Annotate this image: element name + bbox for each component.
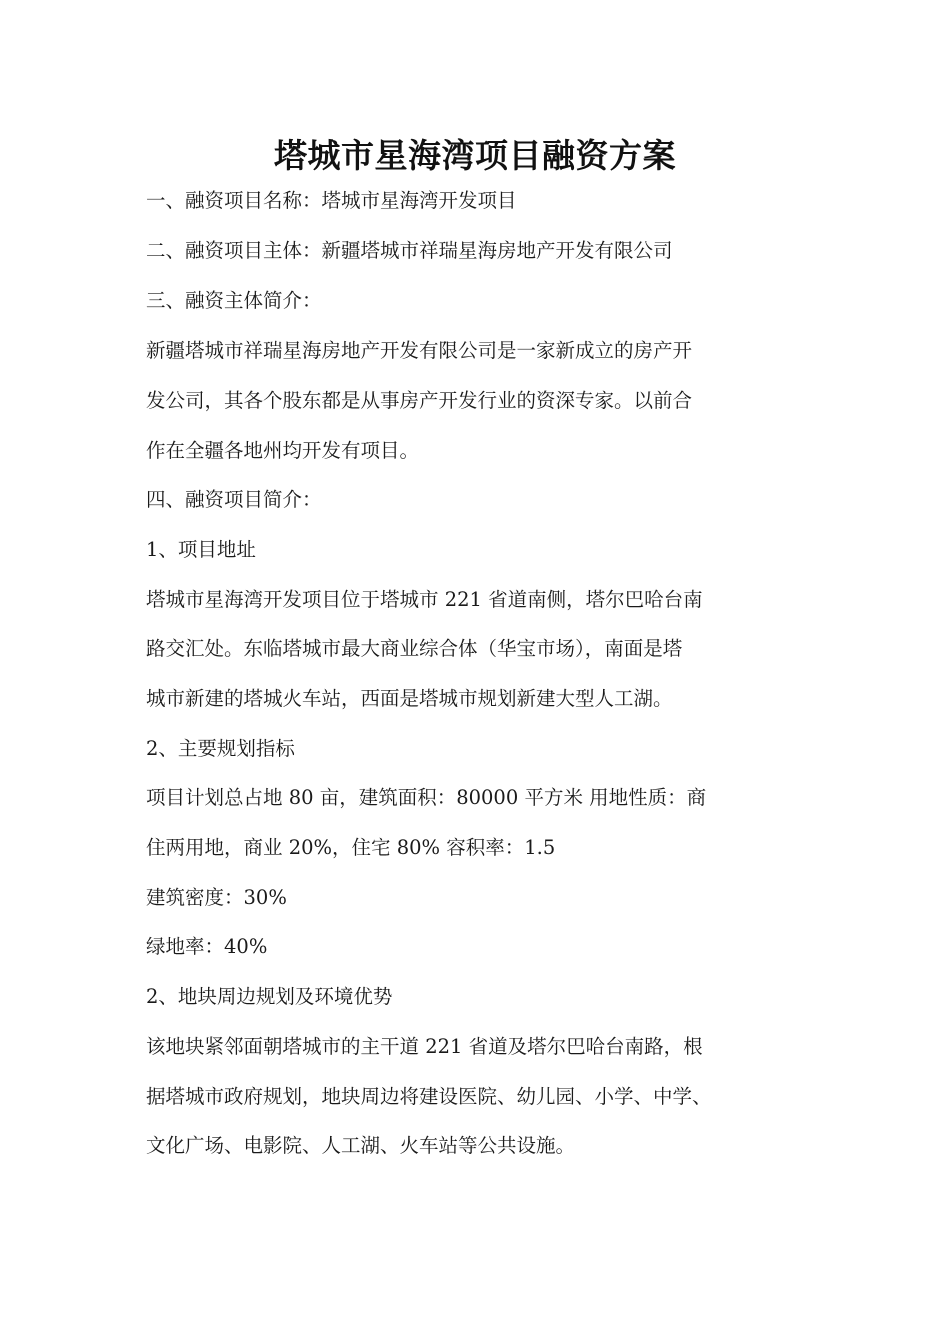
paragraph-entity-line-1: 新疆塔城市祥瑞星海房地产开发有限公司是一家新成立的房产开	[146, 339, 693, 362]
paragraph-surroundings-line-3: 文化广场、电影院、人工湖、火车站等公共设施。	[146, 1134, 576, 1157]
paragraph-address-line-1: 塔城市星海湾开发项目位于塔城市 221 省道南侧，塔尔巴哈台南	[146, 588, 703, 611]
paragraph-address-line-3: 城市新建的塔城火车站，西面是塔城市规划新建大型人工湖。	[146, 687, 673, 710]
paragraph-indicators-line-2: 住两用地，商业 20%，住宅 80% 容积率：1.5	[146, 836, 556, 859]
document-title: 塔城市星海湾项目融资方案	[274, 136, 676, 175]
building-density: 建筑密度：30%	[146, 886, 287, 909]
paragraph-entity-line-2: 发公司，其各个股东都是从事房产开发行业的资深专家。以前合	[146, 389, 693, 412]
paragraph-entity-line-3: 作在全疆各地州均开发有项目。	[146, 439, 420, 462]
paragraph-surroundings-line-2: 据塔城市政府规划，地块周边将建设医院、幼儿园、小学、中学、	[146, 1085, 712, 1108]
section-4-heading: 四、融资项目简介：	[146, 488, 322, 511]
section-3-heading: 三、融资主体简介：	[146, 289, 322, 312]
paragraph-surroundings-line-1: 该地块紧邻面朝塔城市的主干道 221 省道及塔尔巴哈台南路，根	[146, 1035, 703, 1058]
paragraph-address-line-2: 路交汇处。东临塔城市最大商业综合体（华宝市场），南面是塔	[146, 637, 683, 660]
subheading-planning-indicators: 2、主要规划指标	[146, 737, 295, 760]
green-ratio: 绿地率：40%	[146, 935, 268, 958]
subheading-project-address: 1、项目地址	[146, 538, 256, 561]
section-2-project-entity: 二、融资项目主体：新疆塔城市祥瑞星海房地产开发有限公司	[146, 239, 673, 262]
paragraph-indicators-line-1: 项目计划总占地 80 亩，建筑面积：80000 平方米 用地性质：商	[146, 786, 707, 809]
subheading-surroundings: 2、地块周边规划及环境优势	[146, 985, 393, 1008]
section-1-project-name: 一、融资项目名称：塔城市星海湾开发项目	[146, 189, 517, 212]
